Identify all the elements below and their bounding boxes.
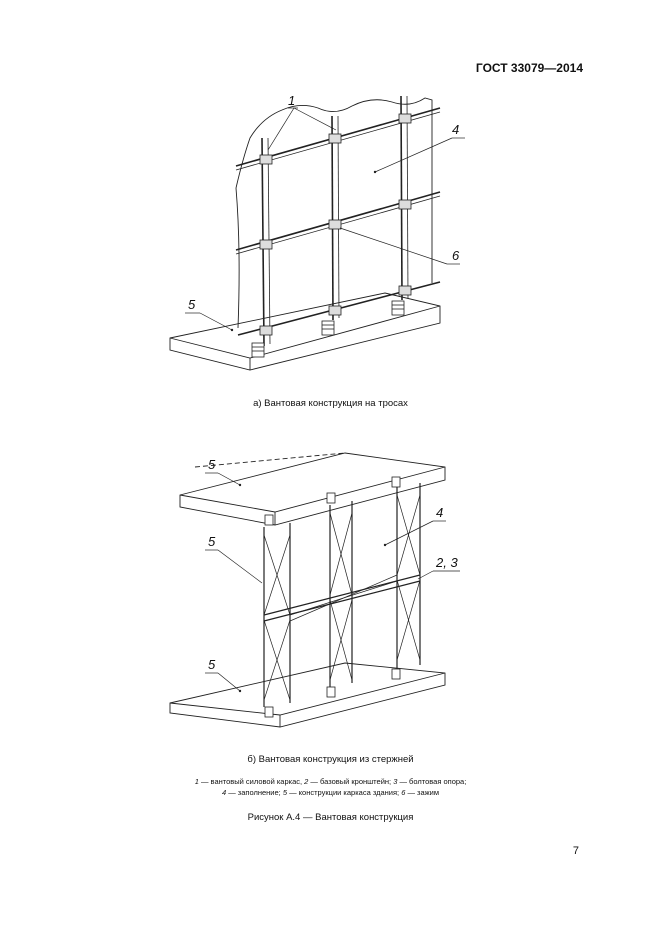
- legend-num-1: 1: [194, 777, 199, 786]
- label-4: 4: [436, 505, 444, 520]
- legend: [0, 776, 661, 798]
- legend-text-6: — зажим: [405, 788, 440, 797]
- legend-text-5: — конструкции каркаса здания;: [287, 788, 402, 797]
- figure-a-drawing: [0, 88, 661, 388]
- label-5: 5: [188, 297, 196, 312]
- legend-num-3: 3: [393, 777, 398, 786]
- label-1: 1: [288, 93, 296, 108]
- page-number: 7: [572, 845, 579, 857]
- caption-b: б) Вантовая конструкция из стержней: [247, 754, 414, 765]
- legend-text-3: — болтовая опора;: [397, 777, 467, 786]
- label-6: 6: [452, 248, 460, 263]
- legend-line-2: [0, 787, 661, 798]
- figure-title: Рисунок А.4 — Вантовая конструкция: [247, 812, 414, 823]
- label-4: 4: [452, 122, 460, 137]
- legend-num-2: 2: [304, 777, 309, 786]
- legend-text-1: — вантовый силовой каркас,: [198, 777, 305, 786]
- label-5-mid: 5: [208, 534, 216, 549]
- legend-num-6: 6: [401, 788, 406, 797]
- legend-num-5: 5: [282, 788, 288, 797]
- label-2-3: 2, 3: [436, 555, 458, 570]
- legend-text-2: — базовый кронштейн;: [308, 777, 394, 786]
- figure-b-drawing: [0, 445, 661, 735]
- legend-line-1: [0, 776, 661, 787]
- caption-a: а) Вантовая конструкция на тросах: [253, 398, 408, 409]
- label-5-top: 5: [208, 457, 216, 472]
- label-5-bot: 5: [208, 657, 216, 672]
- legend-num-4: 4: [221, 788, 227, 797]
- standard-header: ГОСТ 33079—2014: [475, 61, 583, 75]
- legend-text-4: — заполнение;: [226, 788, 283, 797]
